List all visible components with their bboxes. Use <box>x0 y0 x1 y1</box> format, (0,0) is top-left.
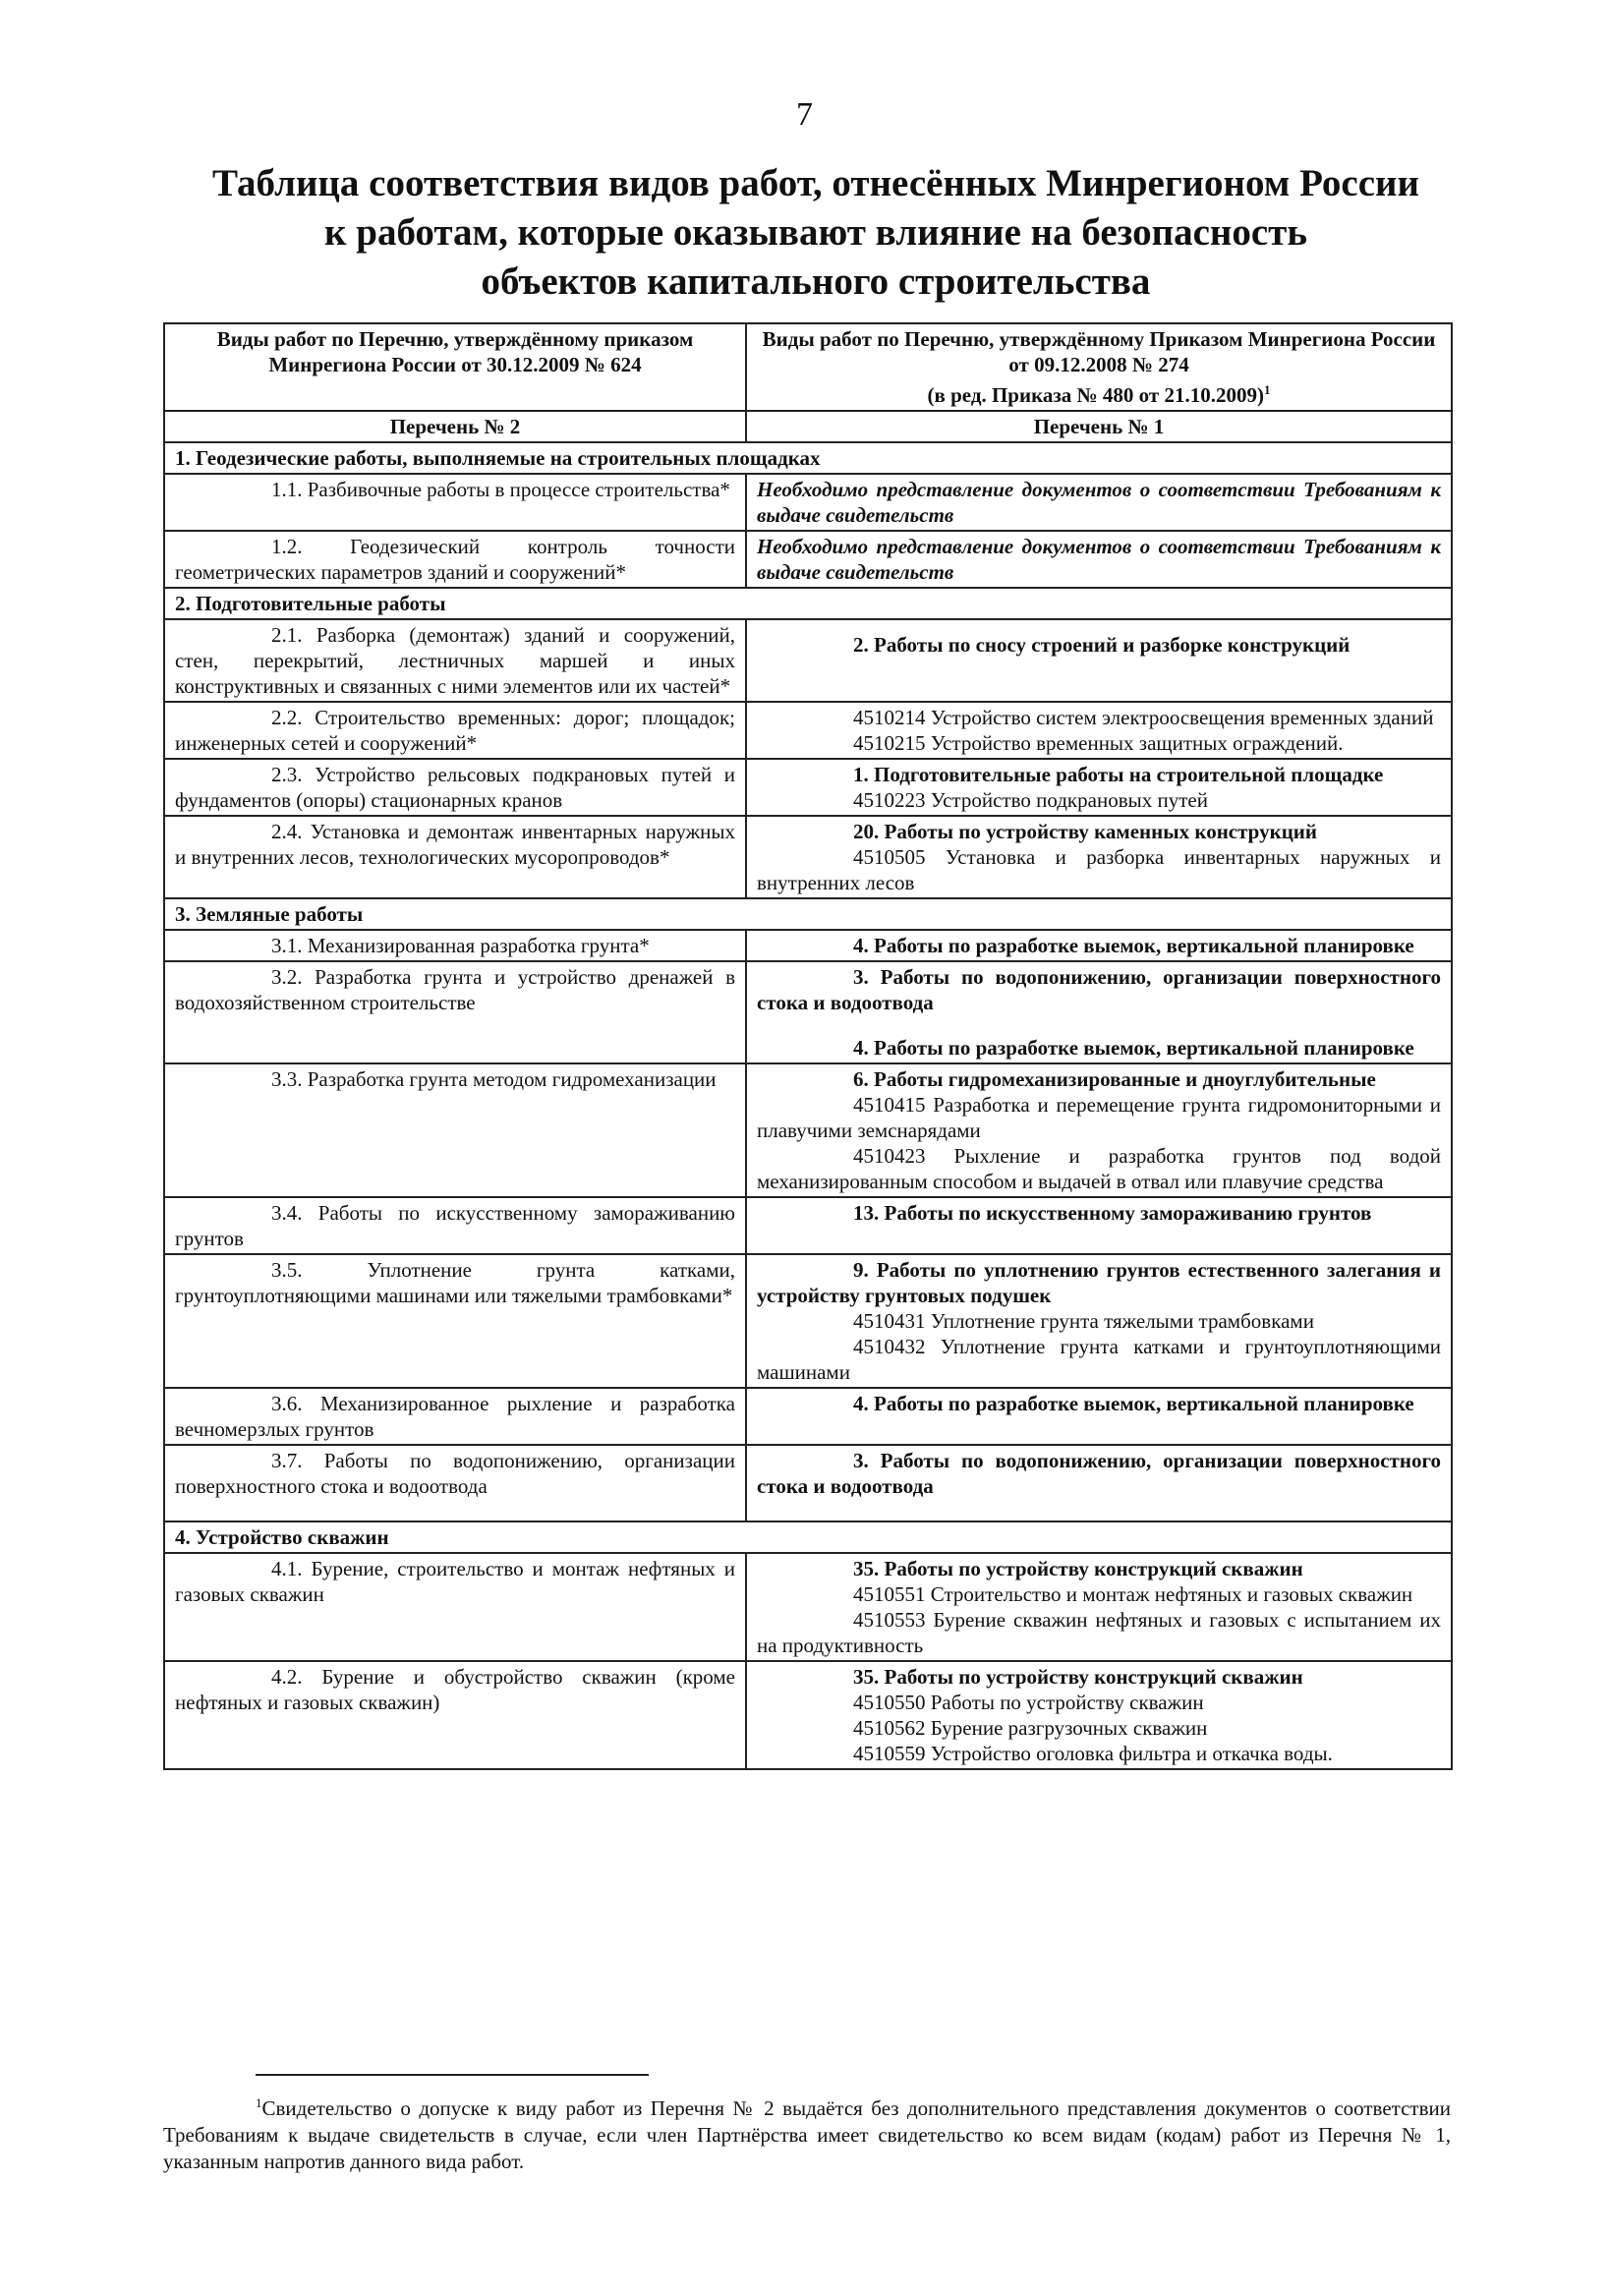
table-row <box>164 1063 1452 1197</box>
row-right: 20. Работы по устройству каменных конструкций 4510505 Установка и разборка инвентарных наружных и внутренних лесов <box>746 816 1452 898</box>
row-left: 2.2. Строительство временных: дорог; площадок; инженерных сетей и сооружений* <box>164 702 746 759</box>
row-right: 3. Работы по водопонижению, организации поверхностного стока и водоотвода 4. Работы по разработке выемок, вертикальной планировке <box>746 961 1452 1063</box>
row-right: 1. Подготовительные работы на строительной площадке 4510223 Устройство подкрановых путей <box>746 759 1452 816</box>
footnote-text: Свидетельство о допуске к виду работ из Перечня № 2 выдаётся без дополнительного представления документов о соответствии Требованиям к выдаче свидетельств в случае, если член Партнёрства имеет свидетельство ко всем видам (кодам) работ из Перечня № 1, указанным напротив данного вида работ. <box>163 2096 1451 2173</box>
list-right: Перечень № 1 <box>746 411 1452 442</box>
row-left: 3.7. Работы по водопонижению, организации поверхностного стока и водоотвода <box>164 1445 746 1521</box>
row-right: 4. Работы по разработке выемок, вертикальной планировке <box>746 1388 1452 1445</box>
table-row <box>164 816 1452 898</box>
header-left: Виды работ по Перечню, утверждённому приказом Минрегиона России от 30.12.2009 № 624 <box>164 323 746 411</box>
correspondence-table <box>163 322 1453 1770</box>
section-row: 3. Земляные работы <box>164 898 1452 930</box>
row-right: 9. Работы по уплотнению грунтов естественного залегания и устройству грунтовых подушек 4510431 Уплотнение грунта тяжелыми трамбовками 4510432 Уплотнение грунта катками и грунтоуплотняющими машинами <box>746 1254 1452 1388</box>
row-right: Необходимо представление документов о соответствии Требованиям к выдаче свидетельств <box>746 474 1452 531</box>
table-row <box>164 702 1452 759</box>
page-title <box>177 159 1455 307</box>
row-left: 3.6. Механизированное рыхление и разработка вечномерзлых грунтов <box>164 1388 746 1445</box>
section-row: 2. Подготовительные работы <box>164 588 1452 619</box>
footnote-marker: 1 <box>256 2095 262 2110</box>
table-row <box>164 531 1452 588</box>
row-right: Необходимо представление документов о соответствии Требованиям к выдаче свидетельств <box>746 531 1452 588</box>
page-number: 7 <box>796 96 813 133</box>
footnote <box>163 2090 1451 2175</box>
table-row <box>164 961 1452 1063</box>
table-row <box>164 1197 1452 1254</box>
row-right: 6. Работы гидромеханизированные и дноуглубительные 4510415 Разработка и перемещение грунта гидромониторными и плавучими земснарядами 4510423 Рыхление и разработка грунтов под водой механизированным способом и выдачей в отвал или плавучие средства <box>746 1063 1452 1197</box>
table-header-row <box>164 323 1452 411</box>
list-left: Перечень № 2 <box>164 411 746 442</box>
table-row <box>164 1445 1452 1521</box>
row-left: 3.5. Уплотнение грунта катками, грунтоуплотняющими машинами или тяжелыми трамбовками* <box>164 1254 746 1388</box>
row-right: 4. Работы по разработке выемок, вертикальной планировке <box>746 930 1452 961</box>
row-left: 3.4. Работы по искусственному замораживанию грунтов <box>164 1197 746 1254</box>
row-left: 1.2. Геодезический контроль точности геометрических параметров зданий и сооружений* <box>164 531 746 588</box>
table-row <box>164 1661 1452 1769</box>
row-left: 2.3. Устройство рельсовых подкрановых путей и фундаментов (опоры) стационарных кранов <box>164 759 746 816</box>
table-row <box>164 619 1452 702</box>
table-row <box>164 930 1452 961</box>
section-row: 1. Геодезические работы, выполняемые на строительных площадках <box>164 442 1452 474</box>
row-left: 3.2. Разработка грунта и устройство дренажей в водохозяйственном строительстве <box>164 961 746 1063</box>
header-right <box>746 323 1452 411</box>
list-header-row <box>164 411 1452 442</box>
title-line-3: объектов капитального строительства <box>481 260 1151 303</box>
row-right: 4510214 Устройство систем электроосвещения временных зданий 4510215 Устройство временных защитных ограждений. <box>746 702 1452 759</box>
table-row <box>164 1388 1452 1445</box>
row-left: 4.2. Бурение и обустройство скважин (кроме нефтяных и газовых скважин) <box>164 1661 746 1769</box>
row-left: 1.1. Разбивочные работы в процессе строительства* <box>164 474 746 531</box>
table-row <box>164 1553 1452 1661</box>
table-row <box>164 759 1452 816</box>
row-left: 4.1. Бурение, строительство и монтаж нефтяных и газовых скважин <box>164 1553 746 1661</box>
row-right: 13. Работы по искусственному замораживанию грунтов <box>746 1197 1452 1254</box>
row-right: 35. Работы по устройству конструкций скважин 4510551 Строительство и монтаж нефтяных и газовых скважин 4510553 Бурение скважин нефтяных и газовых с испытанием их на продуктивность <box>746 1553 1452 1661</box>
footnote-divider <box>256 2074 649 2076</box>
row-right: 2. Работы по сносу строений и разборке конструкций <box>746 619 1452 702</box>
row-right: 3. Работы по водопонижению, организации поверхностного стока и водоотвода <box>746 1445 1452 1521</box>
row-left: 2.1. Разборка (демонтаж) зданий и сооружений, стен, перекрытий, лестничных маршей и иных конструктивных и связанных с ними элементов или их частей* <box>164 619 746 702</box>
section-row: 4. Устройство скважин <box>164 1521 1452 1553</box>
table-row <box>164 1254 1452 1388</box>
row-right: 35. Работы по устройству конструкций скважин 4510550 Работы по устройству скважин 4510562 Бурение разгрузочных скважин 4510559 Устройство оголовка фильтра и откачка воды. <box>746 1661 1452 1769</box>
row-left: 3.1. Механизированная разработка грунта* <box>164 930 746 961</box>
title-line-1: Таблица соответствия видов работ, отнесённых Минрегионом России <box>212 162 1419 204</box>
header-right-line1: Виды работ по Перечню, утверждённому Приказом Минрегиона России от 09.12.2008 № 274 <box>762 327 1436 376</box>
title-line-2: к работам, которые оказывают влияние на безопасность <box>324 211 1307 254</box>
header-right-line2: (в ред. Приказа № 480 от 21.10.2009)$^1$ <box>927 382 1271 407</box>
row-left: 3.3. Разработка грунта методом гидромеханизации <box>164 1063 746 1197</box>
row-left: 2.4. Установка и демонтаж инвентарных наружных и внутренних лесов, технологических мусоропроводов* <box>164 816 746 898</box>
table-row <box>164 474 1452 531</box>
